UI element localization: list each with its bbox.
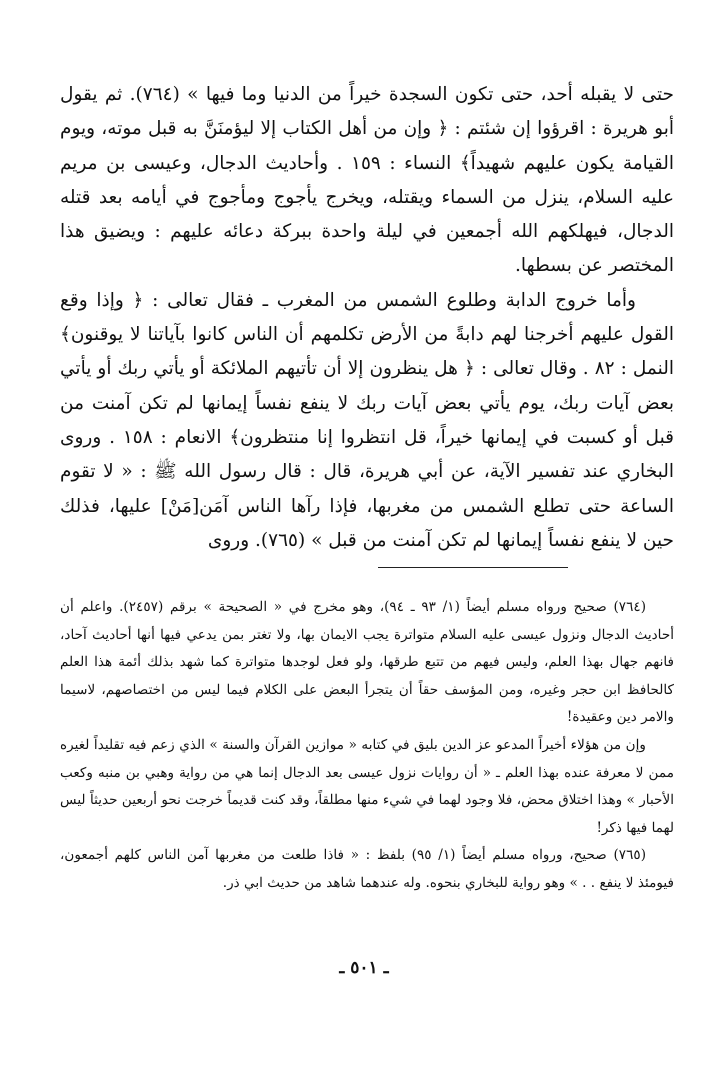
main-body-text	[60, 78, 674, 558]
footnote-764: (٧٦٤) صحيح ورواه مسلم أيضاً (١/ ٩٣ ـ ٩٤)، وهو مخرج في « الصحيحة » برقم (٢٤٥٧). واعلم أن أحاديث الدجال ونزول عيسى عليه السلام متواترة يجب الايمان بها، ولا تغتر بمن يدعي فيها أنها أحاديث آحاد، فانهم جهال بهذا العلم، وليس فيهم من تتبع طرقها، ولو فعل لوجدها متواترة كما شهد بذلك أئمة هذا العلم كالحافظ ابن حجر وغيره، ومن المؤسف حقاً أن يتجرأ البعض على الكلام فيما ليس من اختصاصهم، لاسيما والامر دين وعقيدة!	[60, 599, 674, 726]
footnotes-section	[60, 594, 674, 898]
body-paragraph: حتى لا يقبله أحد، حتى تكون السجدة خيراً من الدنيا وما فيها » (٧٦٤). ثم يقول أبو هريرة : اقرؤوا إن شئتم : ﴿ وإن من أهل الكتاب إلا ليؤمنَنَّ به قبل موته، ويوم القيامة يكون عليهم شهيداً﴾ النساء : ١٥٩ . وأحاديث الدجال، وعيسى بن مريم عليه السلام، ينزل من السماء ويقتله، ويخرج يأجوج ومأجوج في أيامه بعد قتله الدجال، فيهلكهم الله أجمعين في ليلة واحدة ببركة دعائه عليهم : ويضيق هذا المختصر عن بسطها.	[60, 84, 675, 277]
footnote-764-continued: وإن من هؤلاء أخيراً المدعو عز الدين بليق في كتابه « موازين القرآن والسنة » الذي زعم فيه تقليداً لغيره ممن لا معرفة عنده بهذا العلم ـ « أن روايات نزول عيسى بعد الدجال إنما هي من رواية وهبي بن منبه وكعب الأحبار » وهذا اختلاق محض، فلا وجود لهما في شيء منها مطلقاً، وقد كنت قديماً خرجت نحو أربعين حديثاً ليس لهما فيها ذكر!	[60, 736, 674, 836]
footnote-separator	[378, 567, 568, 568]
footnote-765: (٧٦٥) صحيح، ورواه مسلم أيضاً (١/ ٩٥) بلفظ : « فاذا طلعت من مغربها آمن الناس كلهم أجمعون، فيومئذ لا ينفع . . » وهو رواية للبخاري بنحوه. وله عندهما شاهد من حديث ابي ذر.	[60, 847, 674, 891]
page-number: ـ ٥٠١ ـ	[339, 958, 389, 978]
body-paragraph: وأما خروج الدابة وطلوع الشمس من المغرب ـ فقال تعالى : ﴿ وإذا وقع القول عليهم أخرجنا لهم دابةً من الأرض تكلمهم أن الناس كانوا بآياتنا لا يوقنون﴾ النمل : ٨٢ . وقال تعالى : ﴿ هل ينظرون إلا أن تأتيهم الملائكة أو يأتي ربك أو يأتي بعض آيات ربك، يوم يأتي بعض آيات ربك لا ينفع نفساً إيمانها لم تكن آمنت من قبل أو كسبت في إيمانها خيراً، قل انتظروا إنا منتظرون﴾ الانعام : ١٥٨ . وروى البخاري عند تفسير الآية، عن أبي هريرة، قال : قال رسول الله ﷺ : « لا تقوم الساعة حتى تطلع الشمس من مغربها، فإذا رآها الناس آمَن[مَنْ] عليها، فذلك حين لا ينفع نفساً إيمانها لم تكن آمنت من قبل » (٧٦٥). وروى	[60, 289, 674, 551]
